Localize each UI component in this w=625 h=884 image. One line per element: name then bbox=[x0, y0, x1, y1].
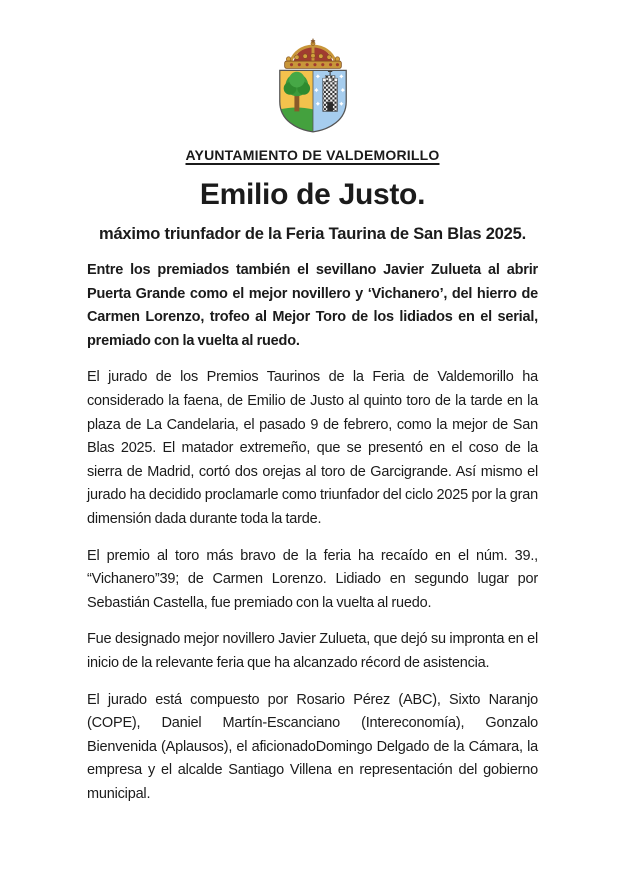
organization-name-text: AYUNTAMIENTO DE VALDEMORILLO bbox=[185, 147, 440, 163]
body-paragraph-novillero: Fue designado mejor novillero Javier Zulueta, que dejó su impronta en el inicio de la relevante feria que ha alcanzado récord de asistencia. bbox=[87, 631, 538, 671]
body-paragraph-composicion-jurado: El jurado está compuesto por Rosario Pérez (ABC), Sixto Naranjo (COPE), Daniel Martín-Escanciano (Intereconomía), Gonzalo Bienvenida (Aplausos), el aficionadoDomingo Delgado de la Cámara, la empresa y el alcalde Santiago Villena en representación del gobierno municipal. bbox=[87, 691, 538, 802]
shield-icon bbox=[279, 69, 345, 133]
crown-icon bbox=[284, 39, 341, 69]
document-subtitle: máximo triunfador de la Feria Taurina de San Blas 2025. bbox=[98, 225, 526, 243]
document-body bbox=[87, 259, 538, 806]
valdemorillo-coat-of-arms-icon bbox=[270, 36, 356, 134]
organization-name bbox=[0, 147, 625, 164]
lead-paragraph: Entre los premiados también el sevillano Javier Zulueta al abrir Puerta Grande como el mejor novillero y ‘Vichanero’, del hierro de Carmen Lorenzo, trofeo al Mejor Toro de los lidiados en el serial, premiado con la vuelta al ruedo. bbox=[87, 262, 538, 349]
body-paragraph-toro-bravo: El premio al toro más bravo de la feria ha recaído en el núm. 39., “Vichanero”39; de Carmen Lorenzo. Lidiado en segundo lugar por Sebastián Castella, fue premiado con la vuelta al ruedo. bbox=[87, 547, 538, 611]
body-paragraph-jurado: El jurado de los Premios Taurinos de la Feria de Valdemorillo ha considerado la faena, de Emilio de Justo al quinto toro de la tarde en la plaza de La Candelaria, el pasado 9 de febrero, como la mejor de San Blas 2025. El matador extremeño, que se presentó en el coso de la sierra de Madrid, cortó dos orejas al toro de Garcigrande. Así mismo el jurado ha decidido proclamarle como triunfador del ciclo 2025 por la gran dimensión dada durante toda la tarde. bbox=[87, 369, 538, 527]
document-title: Emilio de Justo. bbox=[199, 178, 426, 211]
